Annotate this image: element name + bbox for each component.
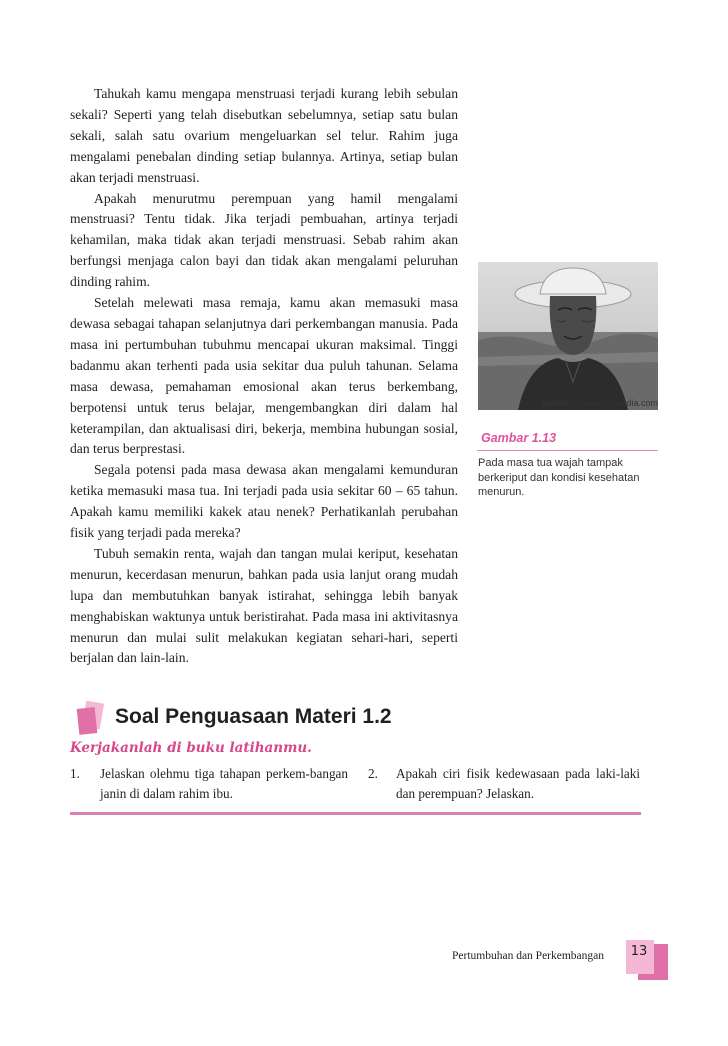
question-text: Jelaskan olehmu tiga tahapan perkem-bangan janin di dalam rahim ibu. <box>100 766 348 801</box>
figure-divider <box>477 450 658 451</box>
paragraph-pregnancy: Apakah menurutmu perempuan yang hamil mengalami menstruasi? Tentu tidak. Jika terjadi pembuahan, artinya terjadi kehamilan, maka tidak akan terjadi menstruasi. Sebab rahim akan berfungsi menjaga calon bayi dan tidak akan mengalami peluruhan dinding rahim. <box>70 190 458 290</box>
exercise-icon <box>74 700 110 736</box>
paragraph-aging-effects: Tubuh semakin renta, wajah dan tangan mulai keriput, kesehatan menurun, kecerdasan menurun, bahkan pada usia lanjut orang mudah lupa dan membutuhkan banyak istirahat, sehingga lebih banyak menghabiskan waktunya untuk beristirahat. Pada masa ini aktivitasnya menurun dan mulai sulit melakukan kegiatan sehari-hari, seperti berjalan dan lain-lain. <box>70 545 458 666</box>
main-body-text <box>70 84 458 669</box>
source-label: Sumber: <box>540 398 578 408</box>
exercise-title: Soal Penguasaan Materi 1.2 <box>115 705 392 728</box>
paragraph-adulthood: Setelah melewati masa remaja, kamu akan memasuki masa dewasa sebagai tahapan selanjutnya dari perkembangan manusia. Pada masa ini pertumbuhan tubuhmu mencapai ukuran maksimal. Tinggi badanmu akan terhenti pada usia sekitar dua puluh tahunan. Selama masa dewasa, pemahaman emosional akan terus berkembang, berpotensi untuk terus belajar, mengembangkan diri dalam hal keterampilan, dan aktualisasi diri, bekerja, membina hubungan sosial, dan terus berprestasi. <box>70 295 458 457</box>
image-source <box>541 398 658 408</box>
elderly-man-illustration <box>478 262 658 410</box>
source-url: www.vhrmedia.com <box>579 398 658 408</box>
figure-title: Gambar 1.13 <box>481 431 557 445</box>
figure-caption: Pada masa tua wajah tampak berkeriput dan kondisi kesehatan menurun. <box>478 457 640 499</box>
exercise-instruction: Kerjakanlah di buku latihanmu. <box>70 740 312 756</box>
question-text: Apakah ciri fisik kedewasaan pada laki-laki dan perempuan? Jelaskan. <box>396 766 640 801</box>
question-number: 1. <box>70 766 80 781</box>
section-divider <box>70 812 641 815</box>
page-number: 13 <box>630 944 648 959</box>
paragraph-menstruation-cycle: Tahukah kamu mengapa menstruasi terjadi kurang lebih sebulan sekali? Seperti yang telah disebutkan sebelumnya, setiap satu bulan sekali, salah satu ovarium mengeluarkan sel telur. Rahim juga mengalami penebalan dinding setiap bulannya. Artinya, setiap bulan akan terjadi menstruasi. <box>70 86 458 185</box>
elderly-man-photo <box>478 262 658 410</box>
paragraph-old-age: Segala potensi pada masa dewasa akan mengalami kemunduran ketika memasuki masa tua. Ini terjadi pada usia sekitar 60 – 65 tahun. Apakah kamu memiliki kakek atau nenek? Perhatikanlah perubahan fisik yang terjadi pada mereka? <box>70 462 458 541</box>
question-number: 2. <box>368 766 378 781</box>
footer-chapter-title: Pertumbuhan dan Perkembangan <box>452 950 605 962</box>
